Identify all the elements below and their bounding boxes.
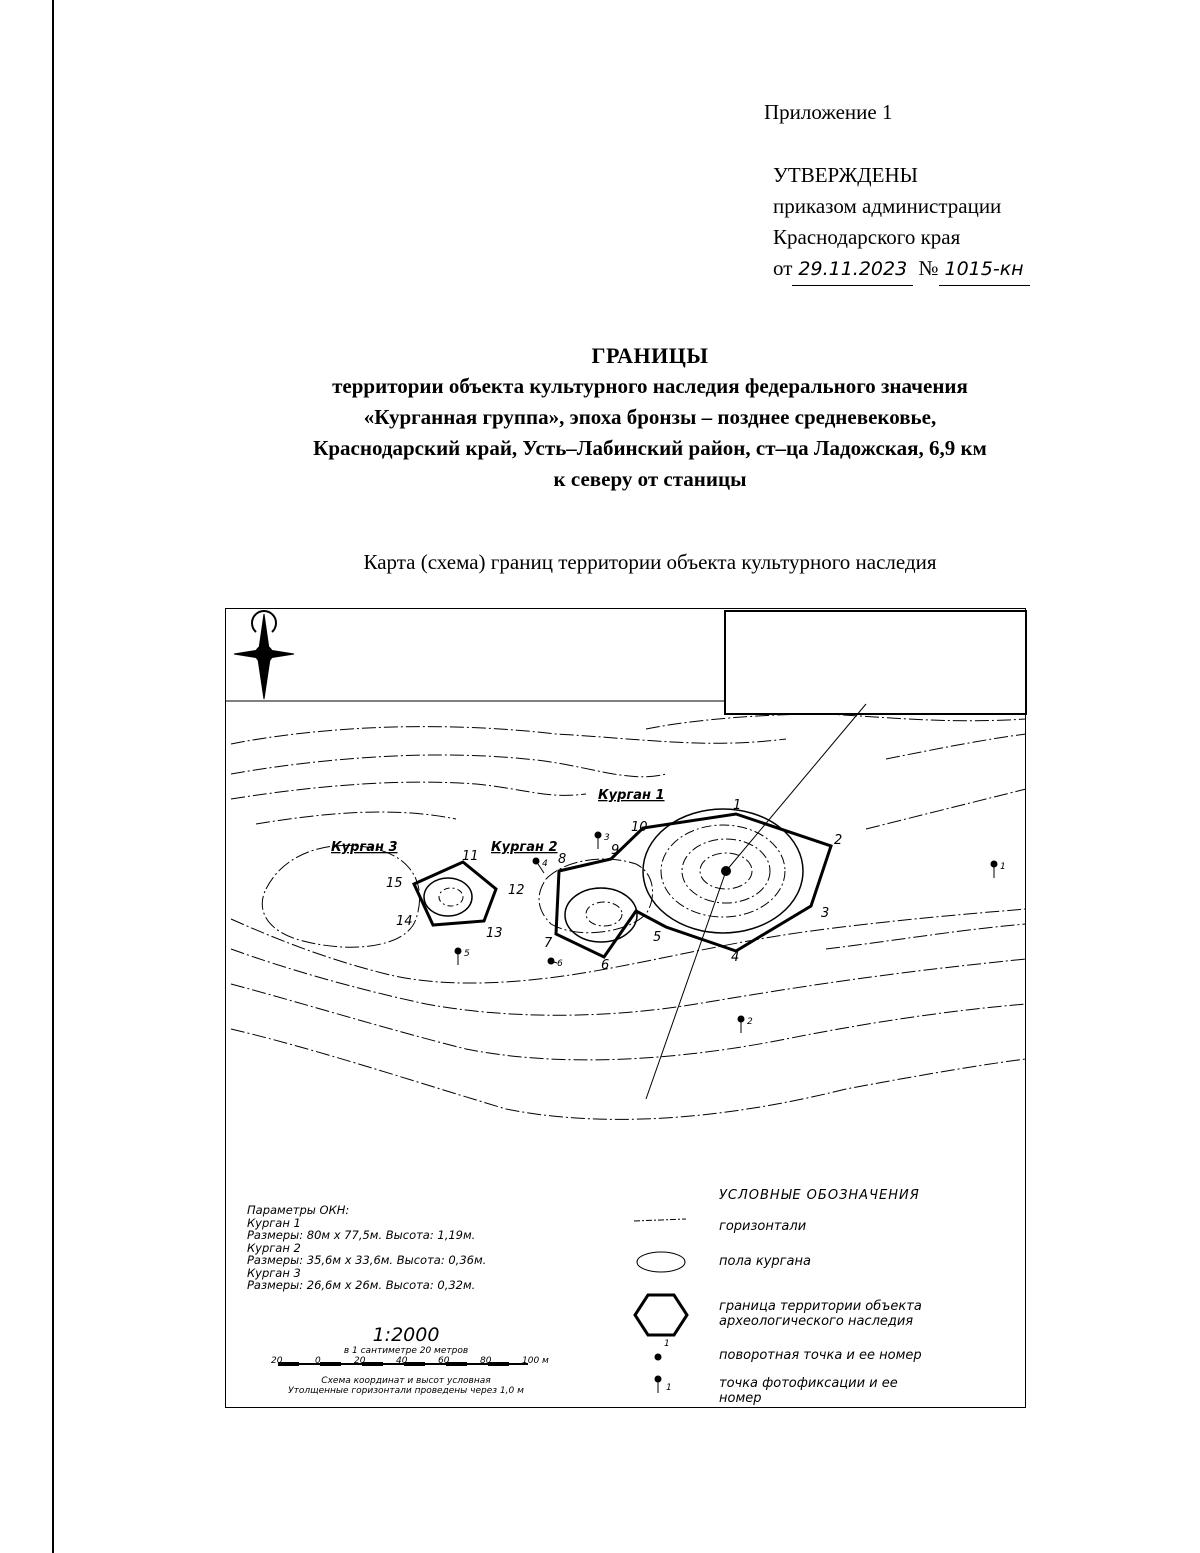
document-title — [200, 340, 1100, 495]
benchmark-point — [721, 866, 731, 876]
approved-heading: УТВЕРЖДЕНЫ — [773, 163, 918, 187]
boundary-map — [225, 608, 1026, 1408]
photo-point — [595, 832, 611, 850]
legend-contour-symbol — [634, 1219, 686, 1221]
legend-mound-label: пола кургана — [719, 1254, 811, 1269]
parameters-title: Параметры ОКН: — [247, 1203, 350, 1217]
scale-tick: 20 — [271, 1356, 283, 1366]
legend-boundary-symbol — [635, 1295, 687, 1335]
title-main: ГРАНИЦЫ — [591, 343, 709, 368]
point-number: 8 — [558, 852, 567, 867]
point-number: 4 — [731, 950, 740, 965]
scale-tick: 60 — [438, 1356, 450, 1366]
stamp-box — [725, 611, 1026, 714]
legend-photo-line2: номер — [719, 1391, 762, 1406]
photo-point — [991, 861, 1006, 879]
legend-photo-point-symbol — [655, 1376, 672, 1394]
legend-photo-point-label — [719, 1376, 898, 1406]
reference-line-south — [646, 871, 726, 1099]
point-number: 14 — [396, 914, 413, 929]
k3-size: Размеры: 26,6м x 26м. Высота: 0,32м. — [247, 1278, 476, 1292]
kurgan3-label: Курган 3 — [331, 840, 398, 855]
photo-point-number: 2 — [747, 1017, 753, 1027]
kurgan2-label: Курган 2 — [491, 840, 558, 855]
photo-point-number: 1 — [1000, 862, 1006, 872]
legend-title: УСЛОВНЫЕ ОБОЗНАЧЕНИЯ — [719, 1188, 920, 1203]
appendix-label: Приложение 1 — [764, 100, 893, 124]
legend-turn-point-symbol — [655, 1354, 662, 1361]
order-number: 1015-кн — [939, 254, 1030, 286]
kurgan2-mound — [565, 888, 637, 942]
legend-turn-point-number: 1 — [664, 1339, 670, 1349]
legend-boundary-label — [719, 1299, 922, 1329]
point-number: 11 — [462, 849, 479, 864]
point-number: 10 — [631, 820, 648, 835]
photo-point-number: 6 — [557, 959, 563, 969]
k2-size: Размеры: 35,6м x 33,6м. Высота: 0,36м. — [247, 1253, 487, 1267]
title-line4: к северу от станицы — [553, 467, 747, 491]
parameters-block — [247, 1204, 486, 1292]
compass-icon — [234, 611, 294, 699]
scale-ratio: 1:2000 — [372, 1324, 440, 1346]
legend-contours-label: горизонтали — [719, 1219, 807, 1234]
scale-tick: 0 — [315, 1356, 321, 1366]
approved-by-line2: Краснодарского края — [773, 225, 961, 249]
scale-note2: Утолщенные горизонтали проведены через 1,0 м — [288, 1386, 524, 1396]
page-margin-line — [52, 0, 54, 1553]
scale-ticks — [226, 1356, 586, 1368]
title-line3: Краснодарский край, Усть–Лабинский район, ст–ца Ладожская, 6,9 км — [313, 436, 987, 460]
turn-point-numbers — [386, 798, 842, 973]
point-number: 12 — [508, 883, 525, 898]
k2-name: Курган 2 — [247, 1240, 301, 1255]
legend-photo-line1: точка фотофиксации и ее — [719, 1376, 898, 1391]
photo-point — [738, 1016, 754, 1034]
photo-point — [548, 958, 564, 970]
kurgan3-mound — [424, 878, 472, 916]
scale-subtitle: в 1 сантиметре 20 метров — [343, 1346, 469, 1356]
k3-name: Курган 3 — [247, 1265, 301, 1280]
point-number: 1 — [733, 798, 742, 813]
photo-point-number: 4 — [542, 859, 548, 869]
point-number: 9 — [611, 843, 620, 858]
contour-lines — [231, 714, 1026, 1119]
point-number: 15 — [386, 876, 403, 891]
scale-tick: 20 — [354, 1356, 366, 1366]
photo-point-number: 3 — [604, 833, 610, 843]
k1-size: Размеры: 80м x 77,5м. Высота: 1,19м. — [247, 1228, 476, 1242]
scale-tick: 40 — [396, 1356, 408, 1366]
k1-name: Курган 1 — [247, 1215, 301, 1230]
photo-point-number: 5 — [464, 949, 470, 959]
legend-photo-point-number: 1 — [666, 1383, 672, 1393]
point-number: 5 — [653, 930, 662, 945]
map-caption: Карта (схема) границ территории объекта культурного наследия — [363, 550, 937, 574]
point-number: 6 — [601, 958, 610, 973]
approved-by-line1: приказом администрации — [773, 194, 1002, 218]
date-prefix: от — [773, 256, 793, 280]
number-prefix: № — [918, 256, 939, 280]
legend-boundary-line1: граница территории объекта — [719, 1299, 922, 1314]
legend-boundary-line2: археологического наследия — [719, 1314, 914, 1329]
title-line2: «Курганная группа», эпоха бронзы – позднее средневековье, — [363, 405, 937, 429]
point-number: 2 — [834, 833, 843, 848]
scale-block — [226, 1324, 586, 1396]
scale-tick: 100 м — [522, 1356, 549, 1366]
scale-note1: Схема координат и высот условная — [321, 1376, 491, 1386]
point-number: 3 — [821, 906, 830, 921]
point-number: 13 — [486, 926, 503, 941]
legend-mound-symbol — [637, 1252, 685, 1272]
legend-turn-point-label: поворотная точка и ее номер — [719, 1348, 922, 1363]
approval-date-line — [773, 253, 1030, 286]
point-number: 7 — [544, 936, 553, 951]
photo-point — [455, 948, 471, 966]
date-value: 29.11.2023 — [792, 254, 913, 286]
approval-block — [773, 160, 1030, 286]
title-line1: территории объекта культурного наследия федерального значения — [332, 374, 968, 398]
scale-tick: 80 — [480, 1356, 492, 1366]
photo-point — [533, 858, 549, 874]
kurgan1-label: Курган 1 — [598, 788, 665, 803]
